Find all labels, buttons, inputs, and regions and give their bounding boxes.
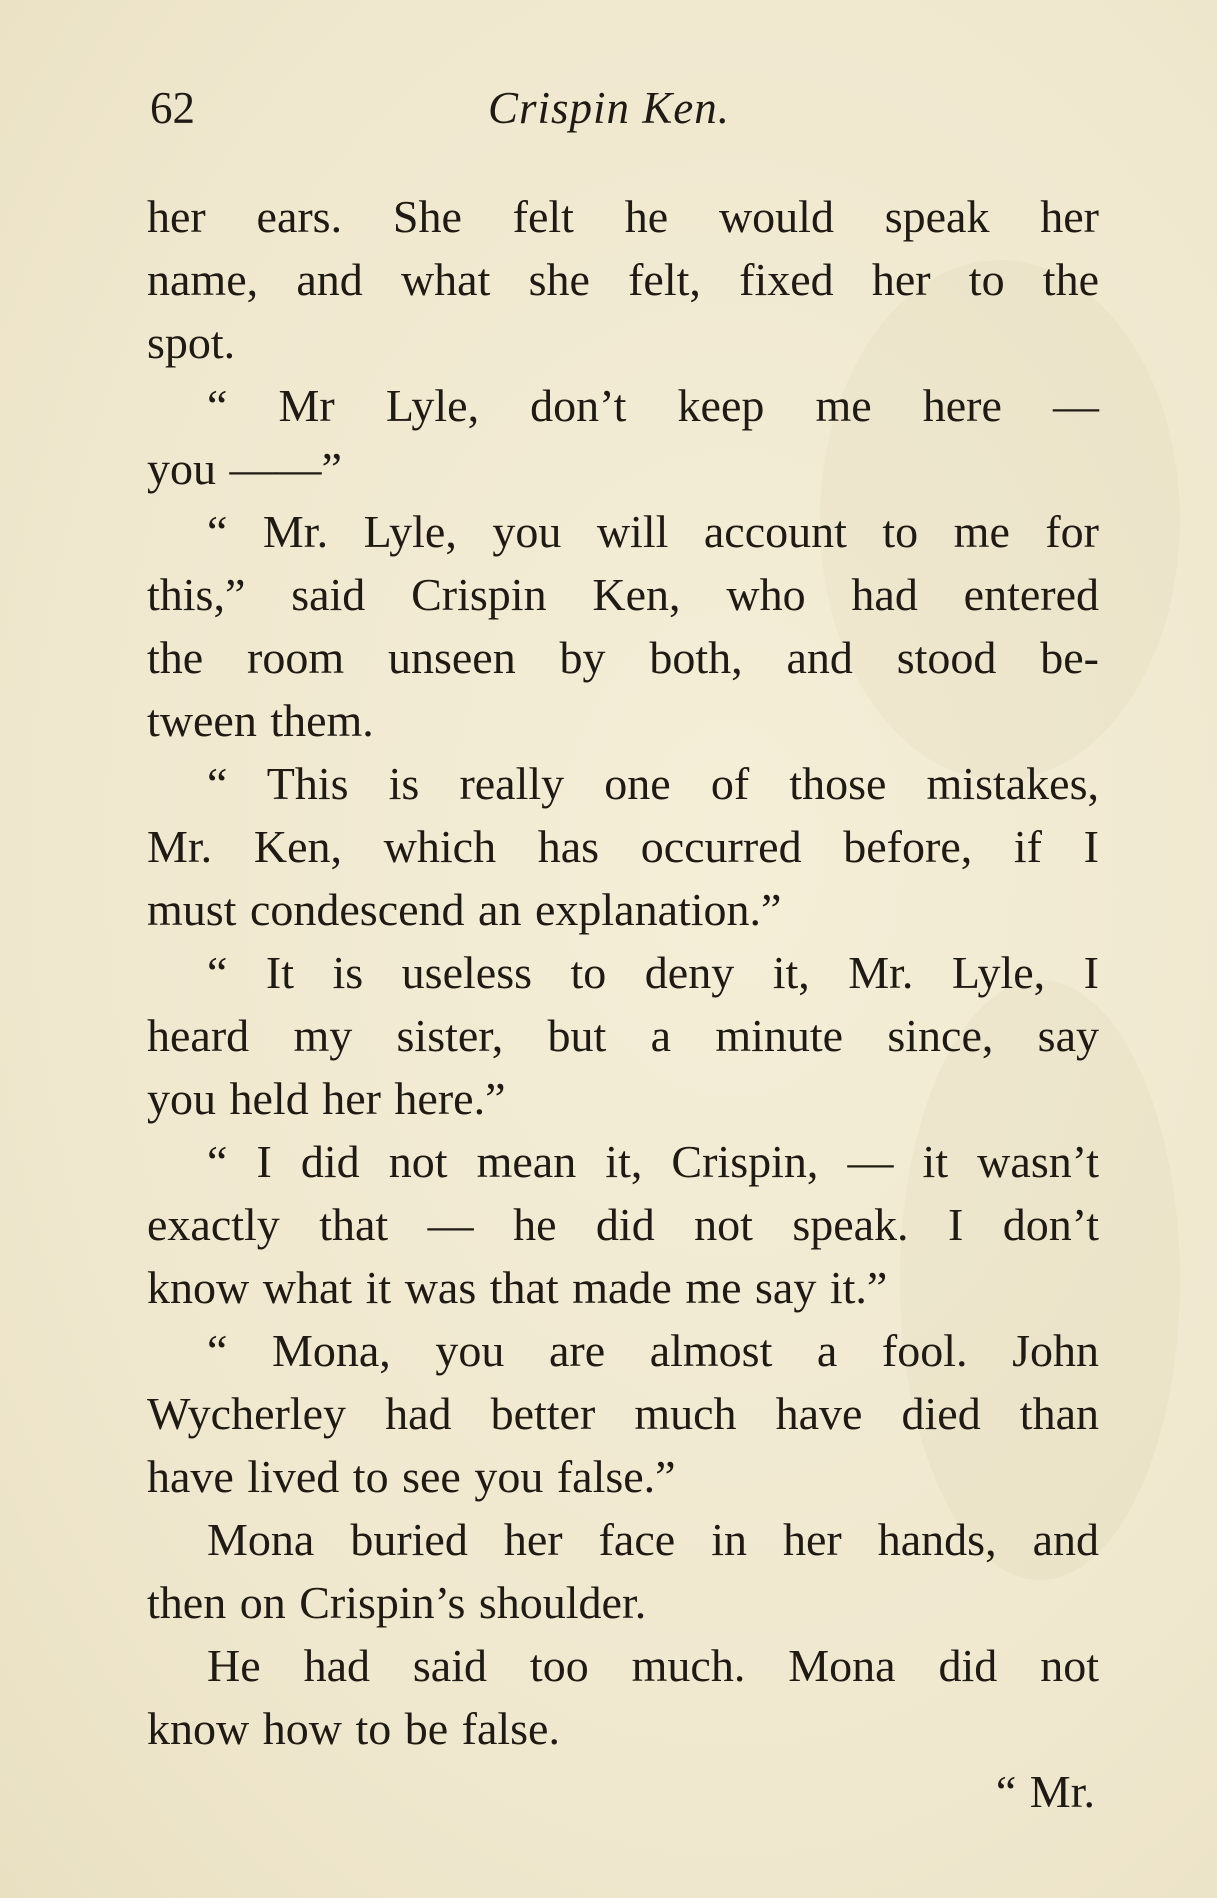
text-line: this,” said Crispin Ken, who had entered — [147, 569, 1099, 620]
text-line: must condescend an explanation.” — [147, 884, 782, 935]
text-line: “ This is really one of those mistakes, — [207, 758, 1099, 809]
text-line: He had said too much. Mona did not — [207, 1640, 1099, 1691]
text-line: “ It is useless to deny it, Mr. Lyle, I — [207, 947, 1099, 998]
text-line: exactly that — he did not speak. I don’t — [147, 1199, 1099, 1250]
text-line: tween them. — [147, 695, 374, 746]
text-line: Mr. Ken, which has occurred before, if I — [147, 821, 1099, 872]
text-line: “ Mona, you are almost a fool. John — [207, 1325, 1099, 1376]
text-line: know what it was that made me say it.” — [147, 1262, 888, 1313]
text-line: “ Mr Lyle, don’t keep me here — — [207, 380, 1099, 431]
text-line: heard my sister, but a minute since, say — [147, 1010, 1099, 1061]
text-line: you ——” — [147, 443, 342, 494]
text-line: “ I did not mean it, Crispin, — it wasn’t — [207, 1136, 1099, 1187]
text-line: Wycherley had better much have died than — [147, 1388, 1099, 1439]
text-line: her ears. She felt he would speak her — [147, 191, 1099, 242]
text-line: “ Mr. Lyle, you will account to me for — [207, 506, 1099, 557]
text-line: know how to be false. — [147, 1703, 560, 1754]
text-line: have lived to see you false.” — [147, 1451, 676, 1502]
text-line: name, and what she felt, fixed her to the — [147, 254, 1099, 305]
text-line: the room unseen by both, and stood be- — [147, 632, 1099, 683]
running-title: Crispin Ken. — [488, 83, 731, 133]
body-text — [147, 185, 1099, 1823]
text-line: then on Crispin’s shoulder. — [147, 1577, 647, 1628]
page-header — [150, 78, 1085, 138]
catchword: “ Mr. — [995, 1766, 1095, 1817]
text-line: spot. — [147, 317, 236, 368]
text-line: you held her here.” — [147, 1073, 506, 1124]
text-line: Mona buried her face in her hands, and — [207, 1514, 1099, 1565]
page-number: 62 — [150, 83, 195, 133]
